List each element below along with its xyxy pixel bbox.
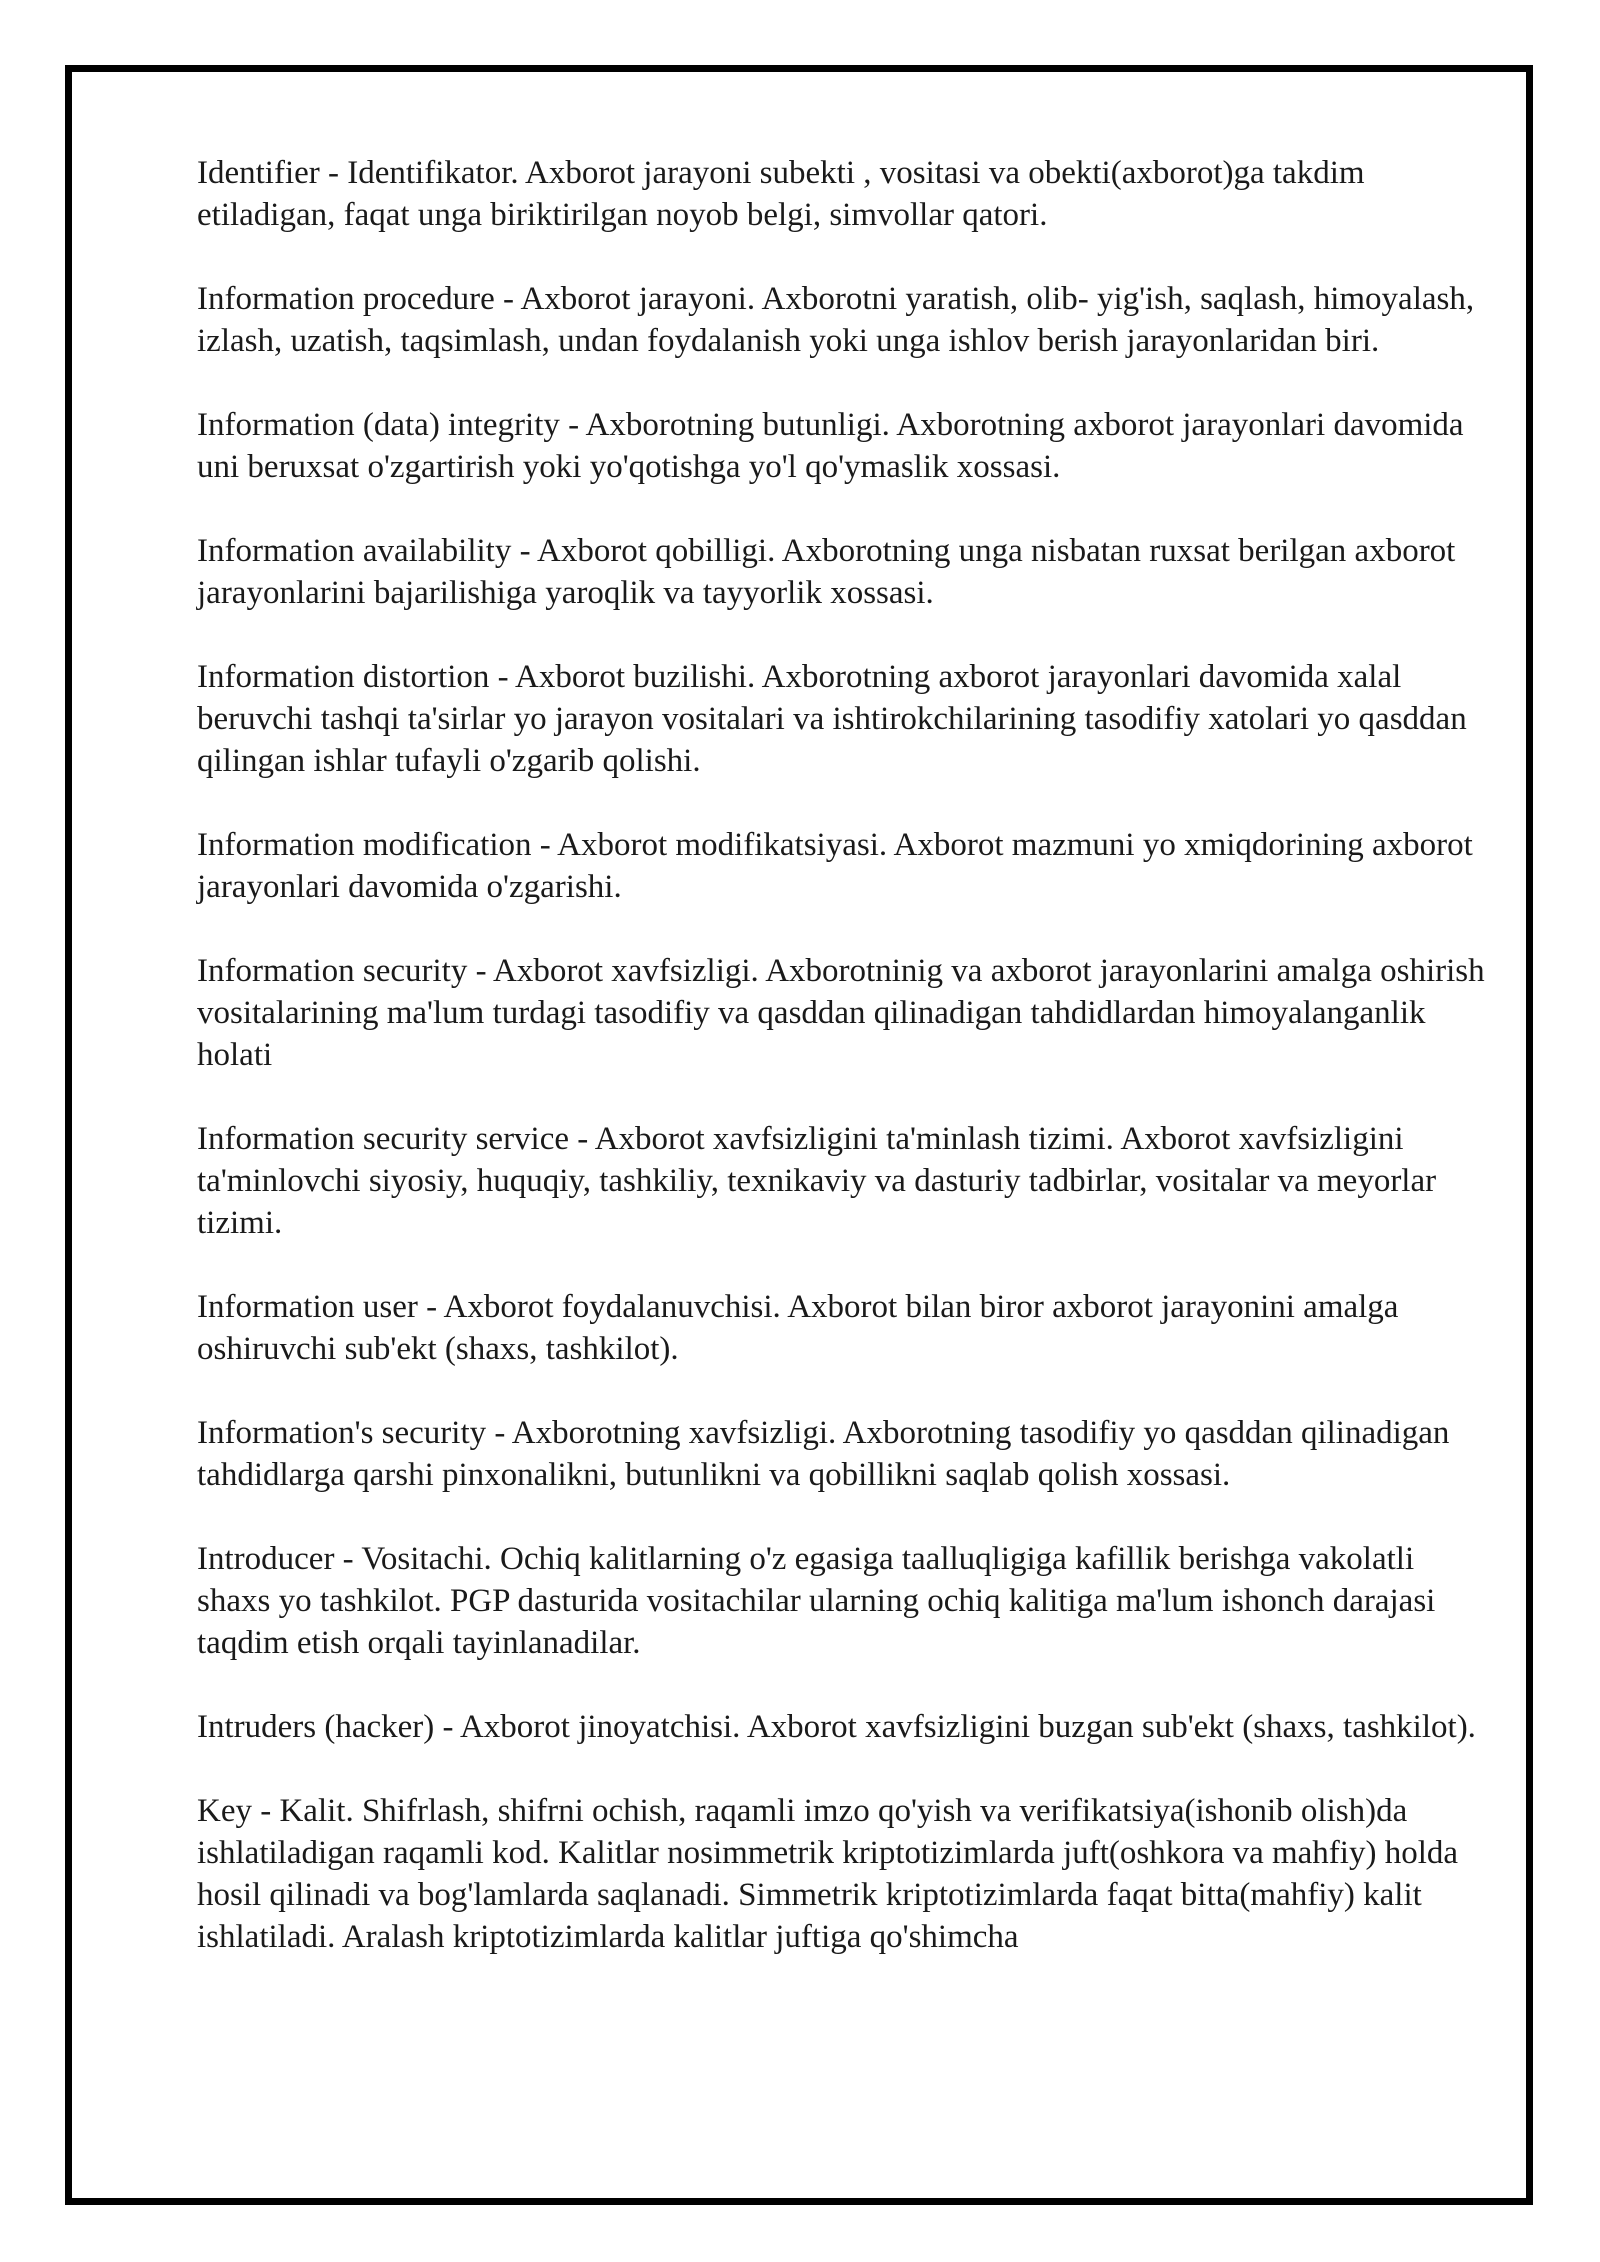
glossary-entry-information-availability: Information availability - Axborot qobilligi. Axborotning unga nisbatan ruxsat berilgan axborot jarayonlarini bajarilishiga yaroqlik va tayyorlik xossasi. [197,533,1456,611]
glossary-entry-information-user: Information user - Axborot foydalanuvchisi. Axborot bilan biror axborot jarayonini amalga oshiruvchi sub'ekt (shaxs, tashkilot). [197,1289,1399,1367]
glossary-entry-information-procedure: Information procedure - Axborot jarayoni. Axborotni yaratish, olib- yig'ish, saqlash, himoyalash, izlash, uzatish, taqsimlash, undan foydalanish yoki unga ishlov berish jarayonlaridan biri. [197,281,1475,359]
glossary-entry-identifier: Identifier - Identifikator. Axborot jarayoni subekti , vositasi va obekti(axborot)ga takdim etiladigan, faqat unga biriktirilgan noyob belgi, simvollar qatori. [197,155,1365,233]
glossary-entry-intruders: Intruders (hacker) - Axborot jinoyatchisi. Axborot xavfsizligini buzgan sub'ekt (shaxs, tashkilot). [197,1709,1476,1745]
glossary-entry-information-security-service: Information security service - Axborot xavfsizligini ta'minlash tizimi. Axborot xavfsizligini ta'minlovchi siyosiy, huquqiy, tashkiliy, texnikaviy va dasturiy tadbirlar, vositalar va meyorlar tizimi. [197,1121,1437,1241]
glossary-entry-informations-security: Information's security - Axborotning xavfsizligi. Axborotning tasodifiy yo qasddan qilinadigan tahdidlarga qarshi pinxonalikni, butunlikni va qobillikni saqlab qolish xossasi. [197,1415,1450,1493]
glossary-entry-information-modification: Information modification - Axborot modifikatsiyasi. Axborot mazmuni yo xmiqdorining axborot jarayonlari davomida o'zgarishi. [197,827,1473,905]
glossary-entry-information-security: Information security - Axborot xavfsizligi. Axborotninig va axborot jarayonlarini amalga oshirish vositalarining ma'lum turdagi tasodifiy va qasddan qilinadigan tahdidlardan himoyalanganlik holati [197,953,1485,1073]
page-border [65,65,1533,2205]
glossary-entry-information-distortion: Information distortion - Axborot buzilishi. Axborotning axborot jarayonlari davomida xalal beruvchi tashqi ta'sirlar yo jarayon vositalari va ishtirokchilarining tasodifiy xatolari yo qasddan qilingan ishlar tufayli o'zgarib qolishi. [197,659,1467,779]
glossary-entry-key: Key - Kalit. Shifrlash, shifrni ochish, raqamli imzo qo'yish va verifikatsiya(ishonib olish)da ishlatiladigan raqamli kod. Kalitlar nosimmetrik kriptotizimlarda juft(oshkora va mahfiy) holda hosil qilinadi va bog'lamlarda saqlanadi. Simmetrik kriptotizimlarda faqat bitta(mahfiy) kalit ishlatiladi. Aralash kriptotizimlarda kalitlar juftiga qo'shimcha [197,1793,1459,1955]
document-body [197,152,1487,2000]
glossary-entry-information-integrity: Information (data) integrity - Axborotning butunligi. Axborotning axborot jarayonlari davomida uni beruxsat o'zgartirish yoki yo'qotishga yo'l qo'ymaslik xossasi. [197,407,1464,485]
glossary-entry-introducer: Introducer - Vositachi. Ochiq kalitlarning o'z egasiga taalluqligiga kafillik berishga vakolatli shaxs yo tashkilot. PGP dasturida vositachilar ularning ochiq kalitiga ma'lum ishonch darajasi taqdim etish orqali tayinlanadilar. [197,1541,1436,1661]
